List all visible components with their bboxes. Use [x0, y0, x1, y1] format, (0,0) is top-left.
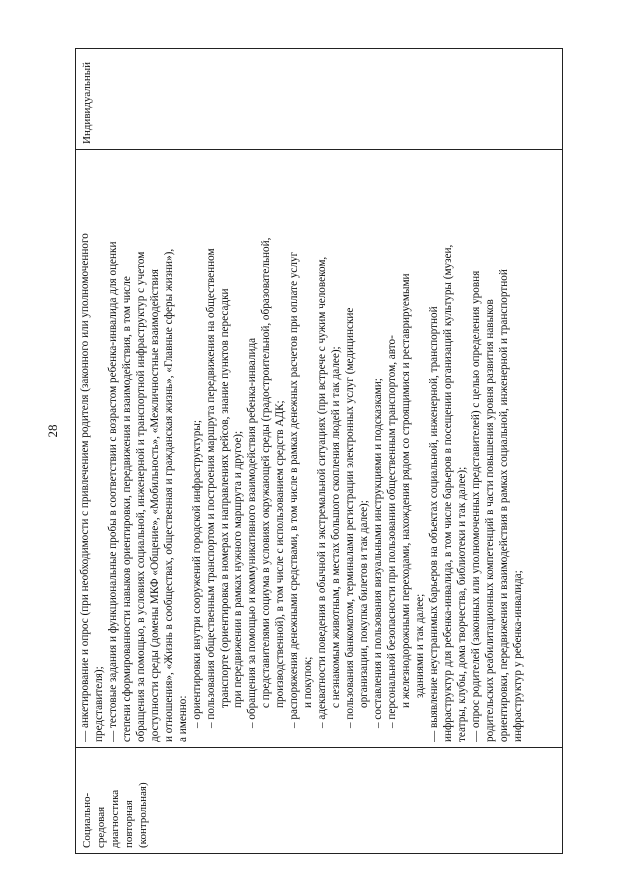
- method-line: организации, покупка билетов и так далее);: [358, 500, 371, 708]
- diagnostic-type-cell: [76, 747, 562, 853]
- method-line: – пользования общественным транспортом и построения маршрута передвижения на общественном: [204, 248, 217, 728]
- method-line: обращения за помощью, в условиях социальной, инженерной и транспортной инфраструктур с учетом: [134, 251, 147, 742]
- method-line: – распоряжения денежными средствами, в том числе в рамках денежных расчетов при оплате услуг: [288, 251, 301, 728]
- methods-description-cell: [76, 149, 562, 747]
- format-value: Индивидуальный: [81, 62, 93, 144]
- method-line: – обращения за помощью и коммуникативного взаимодействия ребенка-инвалида: [246, 337, 259, 728]
- method-line: с незнакомым животным, в местах большого скопления людей и так далее);: [330, 346, 343, 708]
- method-line: — анкетирование и опрос (при необходимости с привлечением родителя (законного или уполномоченного: [79, 233, 91, 742]
- method-line: ориентировки, передвижения и взаимодействия в рамках социальной, инженерной и транспортной: [497, 269, 510, 742]
- method-line: степени сформированности навыков ориентировки, передвижения и взаимодействия, в том числе: [120, 276, 133, 742]
- method-line: а именно:: [176, 695, 189, 742]
- method-line: с представителями социума в условиях окружающей среды (градостроительной, образовательной,: [260, 237, 273, 708]
- method-line: – составления и пользования визуальными инструкциями и подсказками;: [372, 378, 385, 728]
- format-cell: [76, 49, 562, 149]
- diagnostic-type-line: Социально-: [81, 792, 93, 848]
- method-line: – пользования банкоматом, терминалами регистрации электронных услуг (медицинские: [344, 307, 357, 728]
- method-line: – ориентировки внутри сооружений городской инфраструктуры;: [190, 419, 203, 728]
- method-line: инфраструктур для ребенка-инвалида, в том числе барьеров в посещении организаций культуры (музеи,: [441, 244, 454, 742]
- method-line: инфраструктур у ребенка-инвалида;: [511, 570, 524, 742]
- diagnostic-type-line: повторная: [123, 800, 135, 848]
- method-line: зданиями и так далее;: [413, 593, 426, 698]
- method-line: – персональной безопасности при пользовании общественным транспортом, авто-: [385, 335, 398, 728]
- method-line: доступности среды (домены МКФ «Общение», «Мобильность», «Межличностные взаимодействия: [148, 269, 161, 742]
- method-line: — опрос родителей (законных или уполномоченных представителей) с целью определения уровня: [469, 270, 482, 742]
- method-line: и железнодорожными переходами, нахождения рядом со строящимися и реставрируемыми: [399, 273, 412, 708]
- method-line: театры, клубы, дома творчества, библиотеки и так далее);: [455, 466, 468, 742]
- method-line: и отношения», «Жизнь в сообществах, общественная и гражданская жизнь», «Главные сферы жизни»),: [162, 248, 175, 742]
- method-line: транспорте (ориентировка в номерах и направлениях рейсов, знание пунктов пересадки: [218, 288, 231, 708]
- page-number: 28: [45, 424, 60, 438]
- method-line: при передвижении в рамках нужного маршрута и другое);: [232, 430, 245, 708]
- diagnostic-type-line: средовая: [95, 806, 107, 848]
- method-line: родительских реабилитационных компетенций в части повышения уровня развития навыков: [483, 299, 496, 742]
- diagnostic-type-line: диагностика: [109, 789, 121, 848]
- methods-table: [75, 48, 563, 854]
- method-line: представителя);: [92, 666, 105, 742]
- method-line: — тестовые задания и функциональные пробы в соответствии с возрастом ребенка-инвалида для оценки: [106, 241, 119, 742]
- method-line: — выявление неустранимых барьеров на объектах социальной, инженерной, транспортной: [427, 306, 440, 742]
- method-line: – адекватности поведения в обычной и экстремальной ситуациях (при встрече с чужим человеком,: [316, 256, 329, 728]
- method-line: и покупок;: [302, 656, 315, 708]
- diagnostic-type-line: (контрольная): [137, 782, 149, 848]
- method-line: производственной), в том числе с использованием средств АДК;: [274, 400, 287, 708]
